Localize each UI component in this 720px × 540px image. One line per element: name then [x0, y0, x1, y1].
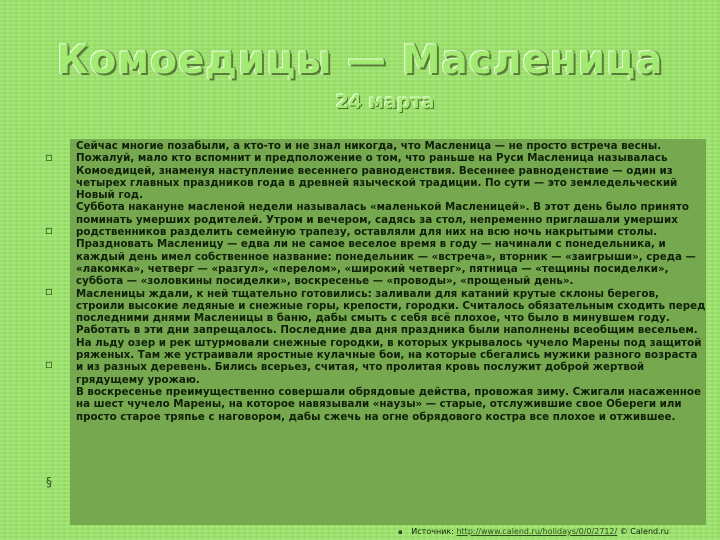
- square-bullet-icon: ▪: [398, 528, 403, 536]
- bullet-column: [0, 0, 70, 540]
- paragraph: Масленицы ждали, к ней тщательно готовились: заливали для катаний крутые склоны берегов, строили высокие ледяные и снежные горы, крепости, городки. Считалось обязательным сходить перед последними днями Масленицы в баню, дабы смыть с себя всё плохое, что было в минувшем году. Работать в эти дни запрещалось. Последние два дня праздника были наполнены всеобщим весельем. На льду озер и рек штурмовали снежные городки, в которых укрывалось чучело Марены под защитой ряженых. Там же устраивали яростные кулачные бои, на которые сбегались мужики разного возраста и из разных деревень. Бились всерьез, считая, что пролитая кровь послужит доброй жертвой грядущему урожаю.: [76, 287, 706, 386]
- source-link[interactable]: http://www.calend.ru/holidays/0/0/2712/: [456, 527, 618, 536]
- square-bullet-icon: ▫: [44, 284, 54, 298]
- copyright-text: © Calend.ru: [619, 527, 669, 536]
- paragraph: Сейчас многие позабыли, а кто-то и не знал никогда, что Масленица — не просто встреча весны. Пожалуй, мало кто вспомнит и предположение о том, что раньше на Руси Масленица называлась Комоедицей, знаменуя наступление весеннего равноденствия. Весеннее равноденствие — один из четырех главных праздников года в древней языческой традиции. По сути — это земледельческий Новый год.: [76, 140, 678, 202]
- paragraph: В воскресенье преимущественно совершали обрядовые действа, провожая зиму. Сжигали насаженное на шест чучело Марены, на которое навязывали «наузы» — старые, отслужившие свое Обереги или просто старое тряпье с наговором, дабы сжечь на огне обрядового костра все плохое и отжившее.: [76, 385, 701, 423]
- slide-subtitle: 24 марта: [335, 91, 435, 113]
- paragraph: Праздновать Масленицу — едва ли не самое веселое время в году — начинали с понедельника, и каждый день имел собственное название: понедельник — «встреча», вторник — «заигрыши», среда — «лакомка», четверг — «разгул», «перелом», «широкий четверг», пятница — «тещины посиделки», суббота — «золовкины посиделки», воскресенье — «проводы», «прощеный день».: [76, 238, 696, 288]
- slide-title: Комоедицы — Масленица: [56, 38, 664, 83]
- square-bullet-icon: ▫: [44, 357, 54, 371]
- article-text: [76, 140, 708, 423]
- square-bullet-icon: §: [46, 475, 52, 489]
- source-footer: [398, 527, 720, 536]
- square-bullet-icon: ▫: [44, 150, 54, 164]
- square-bullet-icon: ▫: [44, 223, 54, 237]
- paragraph: Суббота накануне масленой недели называлась «маленькой Масленицей». В этот день было принято поминать умерших родителей. Утром и вечером, садясь за стол, непременно приглашали умерших родственников разделить семейную трапезу, оставляли для них на всю ночь накрытыми столы.: [76, 201, 689, 239]
- source-label: Источник:: [411, 527, 454, 536]
